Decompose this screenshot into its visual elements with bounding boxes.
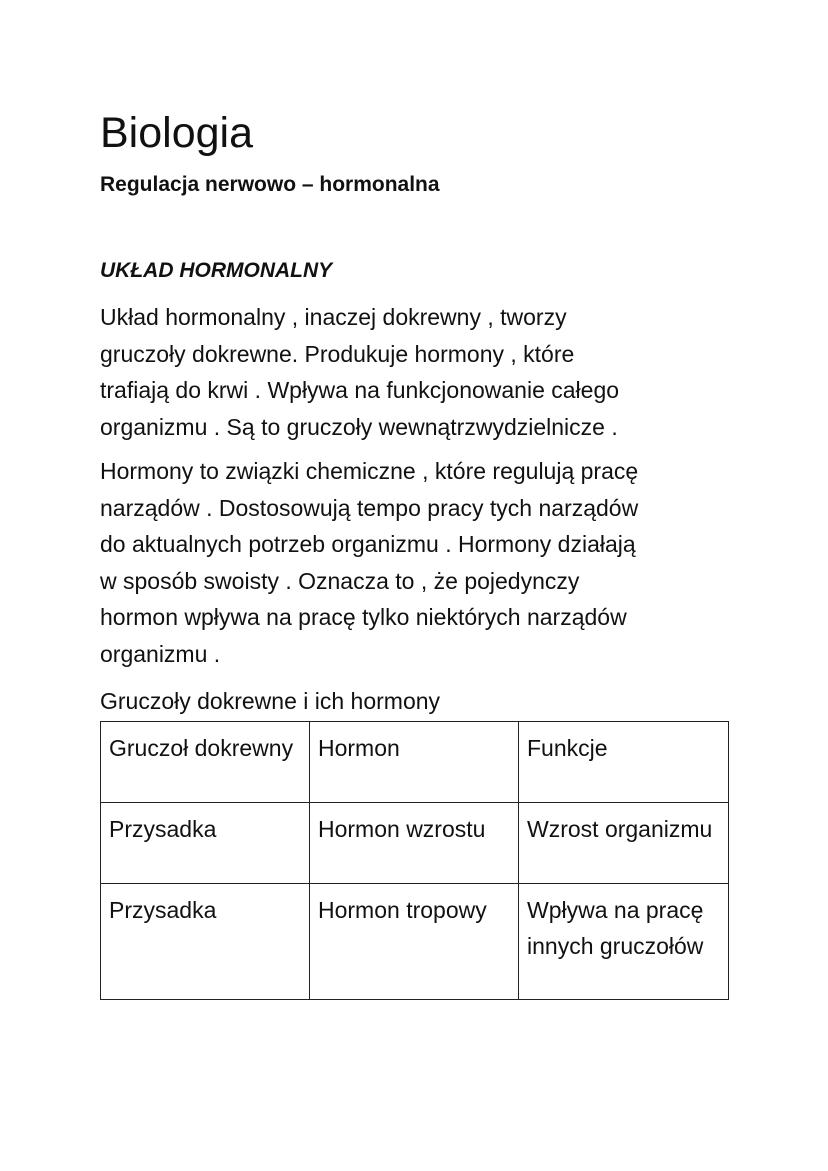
paragraph-2 xyxy=(100,453,638,672)
table-cell: Hormon tropowy xyxy=(310,884,519,1000)
table-cell: Hormon wzrostu xyxy=(310,803,519,884)
table-cell: Wzrost organizmu xyxy=(519,803,729,884)
glands-table xyxy=(100,721,729,1000)
table-cell: Wpływa na pracę innych gruczołów xyxy=(519,884,729,1000)
text-line: do aktualnych potrzeb organizmu . Hormony działają xyxy=(100,531,636,557)
section-heading: UKŁAD HORMONALNY xyxy=(100,259,333,282)
table-cell: Przysadka xyxy=(101,884,310,1000)
table-cell: Przysadka xyxy=(101,803,310,884)
document-title: Biologia xyxy=(100,109,253,157)
text-line: organizmu . xyxy=(100,640,221,667)
text-line: w sposób swoisty . Oznacza to , że pojedynczy xyxy=(100,567,580,594)
header-cell: Gruczoł dokrewny xyxy=(101,722,310,803)
table-header-row xyxy=(101,722,729,803)
paragraph-1 xyxy=(100,299,619,445)
header-cell: Hormon xyxy=(310,722,519,803)
text-line: Hormony to związki chemiczne , które regulują pracę xyxy=(100,458,639,484)
text-line: hormon wpływa na pracę tylko niektórych narządów xyxy=(100,604,627,630)
table-row xyxy=(101,884,729,1000)
text-line: gruczoły dokrewne. Produkuje hormony , które xyxy=(100,340,575,367)
text-line: narządów . Dostosowują tempo pracy tych narządów xyxy=(100,494,639,521)
text-line: Układ hormonalny , inaczej dokrewny , tworzy xyxy=(100,304,567,330)
table-caption: Gruczoły dokrewne i ich hormony xyxy=(100,688,441,714)
text-line: organizmu . Są to gruczoły wewnątrzwydzielnicze . xyxy=(100,413,618,440)
document-subtitle: Regulacja nerwowo – hormonalna xyxy=(100,173,440,196)
header-cell: Funkcje xyxy=(519,722,729,803)
table-row xyxy=(101,803,729,884)
text-line: trafiają do krwi . Wpływa na funkcjonowanie całego xyxy=(100,377,620,403)
